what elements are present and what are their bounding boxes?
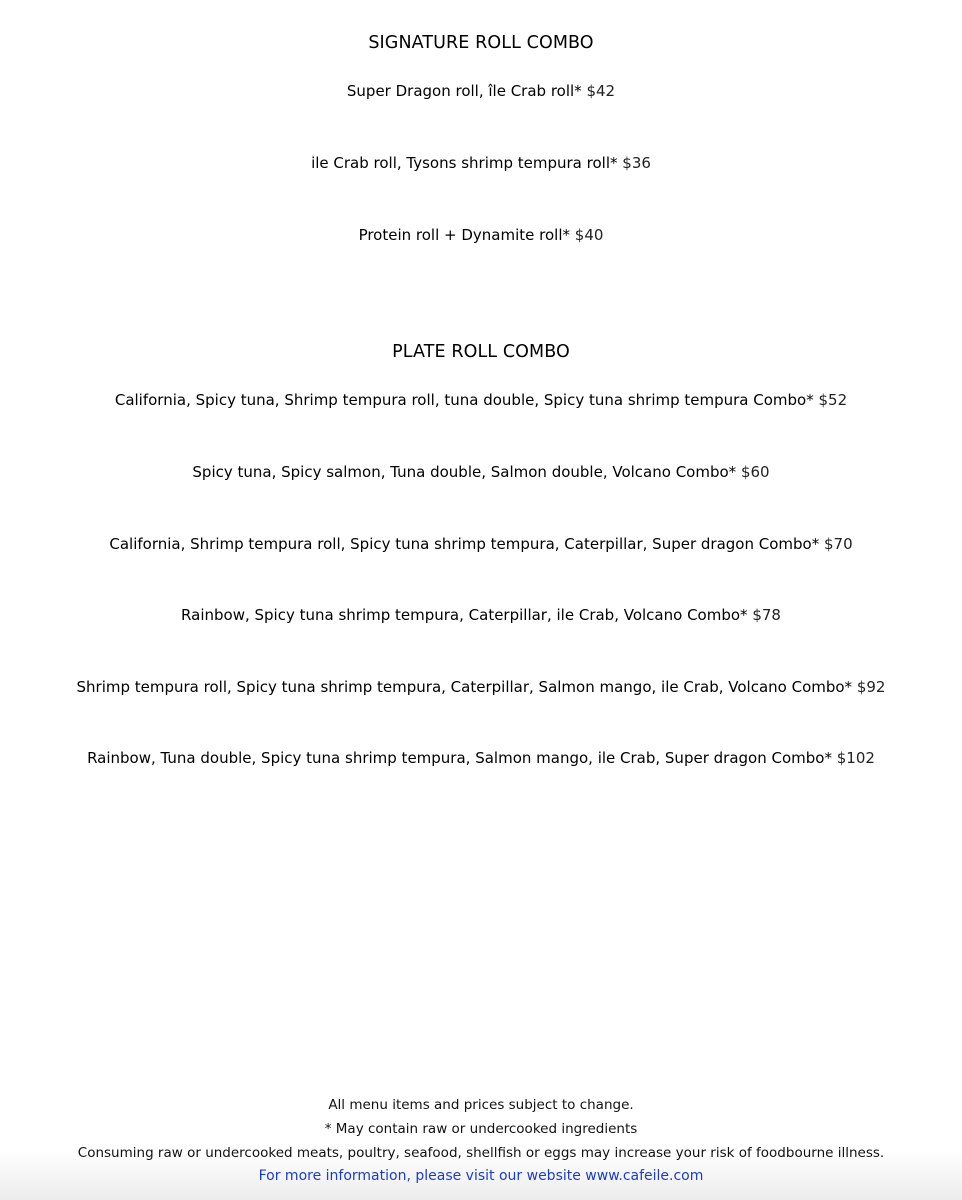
menu-item-price: $52: [818, 391, 848, 409]
menu-item-price: $40: [574, 226, 604, 244]
footer-health-warning: Consuming raw or undercooked meats, poultry, seafood, shellfish or eggs may increase your risk of foodbourne illness.: [77, 1145, 885, 1161]
menu-item-price: $70: [823, 535, 853, 553]
menu-item-name: California, Shrimp tempura roll, Spicy tuna shrimp tempura, Caterpillar, Super dragon Combo*: [109, 535, 820, 553]
menu-item-price: $60: [740, 463, 770, 481]
menu-item: [0, 747, 962, 769]
menu-item: [0, 152, 962, 174]
footer-disclaimer-raw: * May contain raw or undercooked ingredients: [324, 1121, 638, 1137]
menu-item-price: $92: [856, 678, 886, 696]
section-title-signature-roll-combo: SIGNATURE ROLL COMBO: [368, 33, 594, 53]
menu-item-name: Super Dragon roll, île Crab roll*: [346, 82, 582, 100]
menu-item: [0, 604, 962, 626]
menu-item-name: Spicy tuna, Spicy salmon, Tuna double, Salmon double, Volcano Combo*: [192, 463, 737, 481]
menu-item: [0, 461, 962, 483]
footer-website: [0, 1166, 962, 1186]
footer-disclaimer-prices: All menu items and prices subject to change.: [328, 1097, 634, 1113]
menu-item-price: $102: [836, 749, 875, 767]
website-link[interactable]: For more information, please visit our website www.cafeile.com: [258, 1168, 704, 1184]
menu-item-name: Rainbow, Tuna double, Spicy tuna shrimp tempura, Salmon mango, ile Crab, Super dragon Combo*: [87, 749, 832, 767]
menu-item: [0, 389, 962, 411]
menu-item-name: California, Spicy tuna, Shrimp tempura roll, tuna double, Spicy tuna shrimp tempura Combo*: [114, 391, 814, 409]
menu-item-price: $36: [622, 154, 651, 172]
menu-item-price: $78: [752, 606, 781, 624]
menu-item: [0, 224, 962, 246]
menu-item-name: ile Crab roll, Tysons shrimp tempura roll*: [311, 154, 618, 172]
menu-item: [0, 533, 962, 555]
menu-item-name: Rainbow, Spicy tuna shrimp tempura, Caterpillar, ile Crab, Volcano Combo*: [181, 606, 748, 624]
menu-item-price: $42: [586, 82, 616, 100]
menu-item-name: Shrimp tempura roll, Spicy tuna shrimp tempura, Caterpillar, Salmon mango, ile Crab, Volcano Combo*: [76, 678, 853, 696]
menu-item-name: Protein roll + Dynamite roll*: [358, 226, 570, 244]
section-title-plate-roll-combo: PLATE ROLL COMBO: [392, 342, 570, 362]
menu-item: [0, 80, 962, 102]
menu-item: [0, 676, 962, 698]
